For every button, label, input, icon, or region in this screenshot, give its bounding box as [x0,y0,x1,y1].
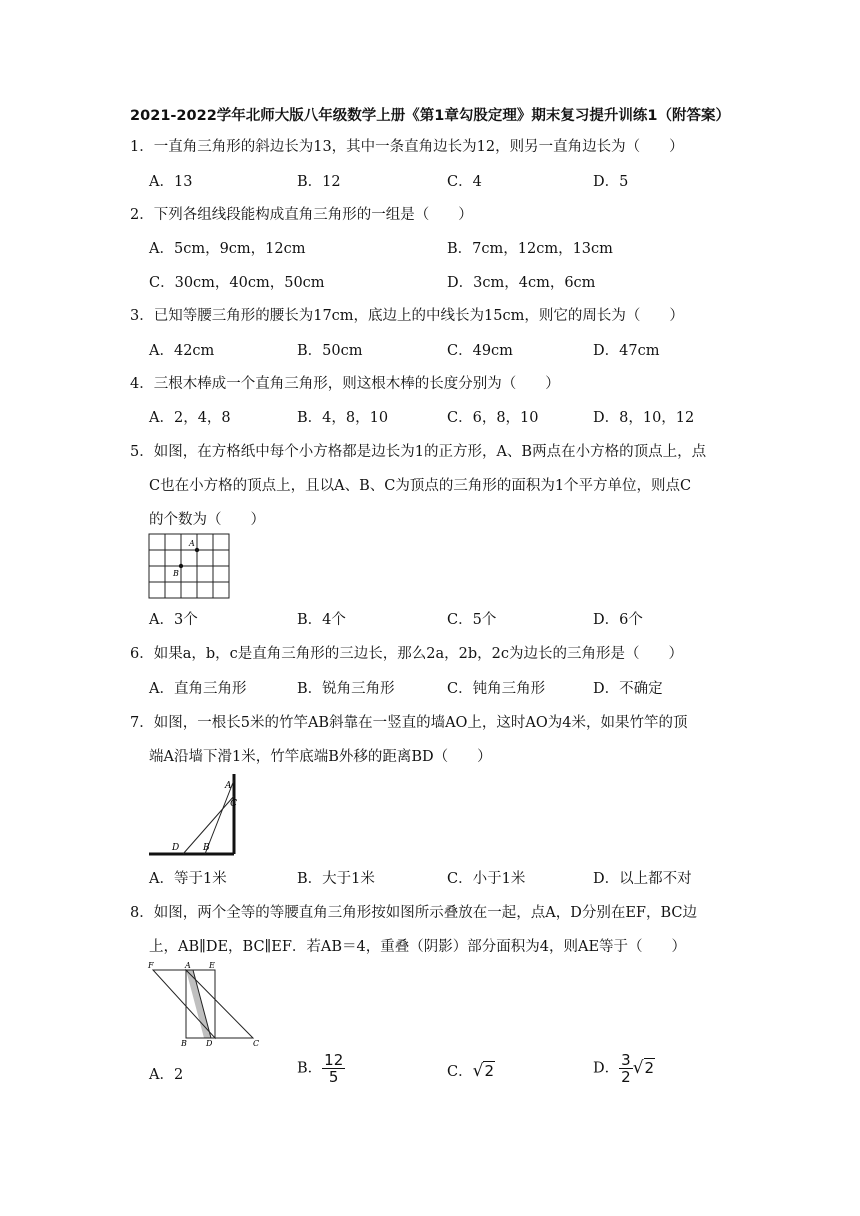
q8-option-c-label: C． [447,1064,473,1080]
question-5-line-1: 5．如图，在方格纸中每个小方格都是边长为1的正方形，A、B两点在小方格的顶点上，点 [130,444,707,460]
document-title: 2021-2022学年北师大版八年级数学上册《第1章勾股定理》期末复习提升训练1（附答案） [130,108,730,124]
q1-option-a: A．13 [149,174,193,190]
q4-option-b: B．4，8，10 [297,410,389,426]
q1-option-d: D．5 [593,174,629,190]
tri-label-b: B [181,1039,187,1046]
q2-option-b: B．7cm，12cm，13cm [447,241,613,257]
q6-option-d: D．不确定 [593,681,663,697]
ladder-label-c: C [230,799,237,809]
question-7-line-1: 7．如图，一根长5米的竹竿AB斜靠在一竖直的墙AO上，这时AO为4米，如果竹竿的顶 [130,715,688,731]
q6-option-c: C．钝角三角形 [447,681,546,697]
q7-option-a: A．等于1米 [149,871,227,887]
question-1-text: 1．一直角三角形的斜边长为13，其中一条直角边长为12，则另一直角边长为（ ） [130,139,684,155]
grid-label-a: A [189,539,195,548]
grid-label-b: B [173,569,179,578]
question-3-text: 3．已知等腰三角形的腰长为17cm，底边上的中线长为15cm，则它的周长为（ ） [130,308,684,324]
question-4-text: 4．三根木棒成一个直角三角形，则这根木棒的长度分别为（ ） [130,376,560,392]
q6-option-a: A．直角三角形 [149,681,247,697]
q5-option-b: B．4个 [297,612,346,628]
q6-option-b: B．锐角三角形 [297,681,395,697]
q2-option-d: D．3cm，4cm，6cm [447,275,596,291]
fraction-denominator: 2 [621,1068,631,1086]
triangles-figure [145,960,270,1046]
question-5-line-2: C也在小方格的顶点上，且以A、B、C为顶点的三角形的面积为1个平方单位，则点C [149,478,692,494]
tri-label-a: A [185,961,191,970]
q2-option-c: C．30cm，40cm，50cm [149,275,325,291]
question-8-line-2: 上，AB∥DE，BC∥EF．若AB＝4，重叠（阴影）部分面积为4，则AE等于（ ） [149,939,687,955]
q4-option-c: C．6，8，10 [447,410,539,426]
q5-option-a: A．3个 [149,612,198,628]
ladder-figure [148,768,238,858]
ladder-label-b: B [203,843,210,853]
question-6-text: 6．如果a，b，c是直角三角形的三边长，那么2a，2b，2c为边长的三角形是（ ） [130,646,683,662]
tri-label-e: E [209,961,215,970]
q1-option-c: C．4 [447,174,482,190]
q1-option-b: B．12 [297,174,341,190]
tri-label-f: F [148,961,154,970]
fraction-denominator: 5 [328,1068,339,1086]
question-5-line-3: 的个数为（ ） [149,512,265,528]
ladder-label-a: A [225,781,232,791]
q2-option-a: A．5cm，9cm，12cm [149,241,306,257]
point-b [179,564,183,568]
q4-option-a: A．2，4，8 [149,410,231,426]
fraction-12-5 [322,1052,345,1085]
fraction-numerator: 3 [621,1051,631,1069]
q3-option-c: C．49cm [447,343,513,359]
sqrt-2: √2 [472,1061,494,1081]
q7-option-b: B．大于1米 [297,871,375,887]
question-8-line-1: 8．如图，两个全等的等腰直角三角形按如图所示叠放在一起，点A，D分别在EF，BC边 [130,905,697,921]
q8-option-d-label: D． [593,1060,620,1077]
q5-option-c: C．5个 [447,612,497,628]
tri-label-d: D [206,1039,213,1046]
q8-option-b [297,1052,345,1085]
point-a [195,548,199,552]
q8-option-b-label: B． [297,1060,323,1077]
q7-option-d: D．以上都不对 [593,871,692,887]
q5-option-d: D．6个 [593,612,643,628]
q8-option-a: A．2 [149,1067,184,1083]
q7-option-c: C．小于1米 [447,871,526,887]
grid-figure [148,533,230,599]
sqrt-2: √2 [632,1057,655,1078]
q8-option-c [447,1060,495,1081]
q3-option-d: D．47cm [593,343,660,359]
overlap-shaded-region [186,970,211,1038]
tri-label-c: C [253,1039,260,1046]
q8-option-d [593,1052,655,1085]
question-2-text: 2．下列各组线段能构成直角三角形的一组是（ ） [130,207,473,223]
q4-option-d: D．8，10，12 [593,410,695,426]
question-7-line-2: 端A沿墙下滑1米，竹竿底端B外移的距离BD（ ） [149,749,492,765]
sqrt-radicand: 2 [484,1062,494,1080]
sqrt-radicand: 2 [644,1058,655,1077]
q3-option-b: B．50cm [297,343,363,359]
fraction-3-2 [619,1052,633,1085]
ladder-label-d: D [172,843,180,853]
fraction-numerator: 12 [324,1051,344,1069]
q3-option-a: A．42cm [149,343,215,359]
